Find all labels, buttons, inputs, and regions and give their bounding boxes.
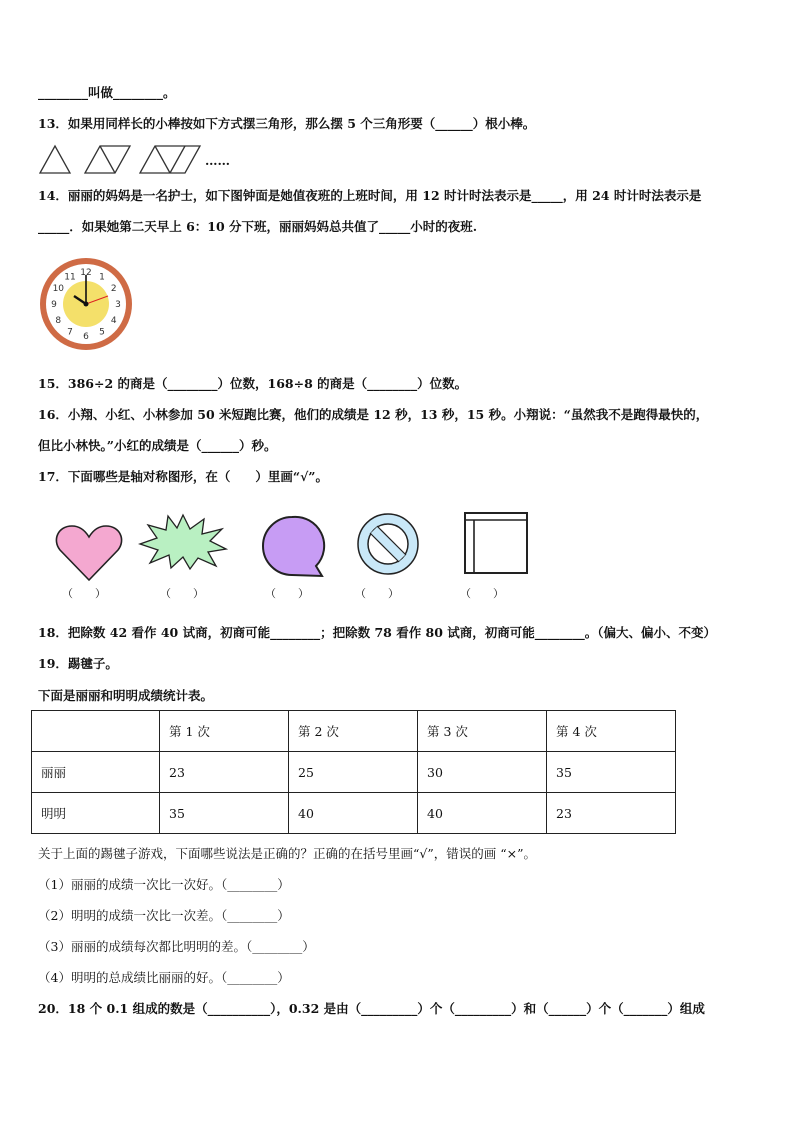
question-13: 13．如果用同样长的小棒按如下方式摆三角形，那么摆 5 个三角形要（______）根小棒。: [38, 116, 536, 131]
clock-figure: [38, 256, 134, 352]
clock-numeral: 7: [67, 327, 73, 338]
table-row: [32, 752, 676, 793]
table-cell: 第 2 次: [289, 711, 418, 752]
square-frame-shape: [463, 511, 529, 575]
statement-4: （4）明明的总成绩比丽丽的好。（________）: [38, 970, 290, 985]
triangle-ellipsis: ……: [205, 153, 230, 168]
clock-numeral: 4: [110, 316, 117, 326]
clock-numeral: 8: [55, 316, 62, 326]
shape-answer-paren-3: （ ）: [265, 587, 309, 600]
shape-answer-paren-4: （ ）: [355, 587, 399, 600]
triangle-1: [40, 146, 70, 173]
heart-shape: [55, 523, 123, 583]
clock-numeral: 12: [80, 268, 92, 278]
table-cell: 明明: [32, 793, 160, 834]
table-header-row: [32, 711, 676, 752]
question-20: 20．18 个 0.1 组成的数是（__________），0.32 是由（_________）个（_________）和（______）个（_______）组成: [38, 1001, 705, 1016]
star-burst-shape: [138, 513, 228, 571]
clock-numeral: 2: [110, 284, 117, 294]
table-cell: [32, 711, 160, 752]
score-table: [31, 710, 676, 834]
question-14-line-1: 14．丽丽的妈妈是一名护士，如下图钟面是她值夜班的上班时间，用 12 时计时法表示是_____，用 24 时计时法表示是: [38, 188, 702, 203]
table-cell: 30: [418, 752, 547, 793]
table-cell: 40: [289, 793, 418, 834]
table-intro: 下面是丽丽和明明成绩统计表。: [38, 688, 214, 703]
table-cell: 23: [547, 793, 676, 834]
shape-answer-paren-1: （ ）: [62, 587, 106, 600]
clock-numeral: 3: [115, 300, 121, 310]
clock-numeral: 9: [51, 300, 57, 310]
clock-numeral: 11: [64, 272, 76, 283]
clock-numeral: 6: [83, 332, 89, 342]
table-cell: 第 1 次: [160, 711, 289, 752]
speech-bubble-shape: [260, 514, 326, 580]
table-cell: 40: [418, 793, 547, 834]
question-17: 17．下面哪些是轴对称图形，在（ ）里画“√”。: [38, 469, 328, 484]
statement-2: （2）明明的成绩一次比一次差。（________）: [38, 908, 290, 923]
shape-answer-paren-5: （ ）: [460, 587, 504, 600]
line-0: ________叫做________。: [38, 85, 176, 100]
table-cell: 25: [289, 752, 418, 793]
clock-numeral: 5: [99, 327, 105, 338]
statement-1: （1）丽丽的成绩一次比一次好。（________）: [38, 877, 290, 892]
statement-3: （3）丽丽的成绩每次都比明明的差。（________）: [38, 939, 315, 954]
table-row: [32, 793, 676, 834]
triangle-triple: [140, 146, 200, 173]
question-15: 15．386÷2 的商是（________）位数，168÷8 的商是（________）位数。: [38, 376, 468, 391]
table-cell: 丽丽: [32, 752, 160, 793]
clock-numeral: 1: [99, 272, 105, 283]
question-18: 18．把除数 42 看作 40 试商，初商可能________；把除数 78 看作 80 试商，初商可能________。（偏大、偏小、不变）: [38, 625, 717, 640]
table-cell: 35: [160, 793, 289, 834]
table-cell: 23: [160, 752, 289, 793]
table-cell: 第 4 次: [547, 711, 676, 752]
no-sign-shape: [355, 511, 421, 577]
table-cell: 35: [547, 752, 676, 793]
question-19: 19．踢毽子。: [38, 656, 118, 671]
shape-answer-paren-2: （ ）: [160, 587, 204, 600]
table-question: 关于上面的踢毽子游戏，下面哪些说法是正确的？正确的在括号里画“√”，错误的画 “×”。: [38, 846, 536, 861]
question-14-line-2: _____．如果她第二天早上 6：10 分下班，丽丽妈妈总共值了_____小时的夜班.: [38, 219, 478, 234]
table-cell: 第 3 次: [418, 711, 547, 752]
question-16-line-2: 但比小林快。”小红的成绩是（______）秒。: [38, 438, 277, 453]
clock-numeral: 10: [52, 284, 65, 294]
question-16-line-1: 16．小翔、小红、小林参加 50 米短跑比赛，他们的成绩是 12 秒，13 秒，15 秒。小翔说：“虽然我不是跑得最快的，: [38, 407, 709, 422]
